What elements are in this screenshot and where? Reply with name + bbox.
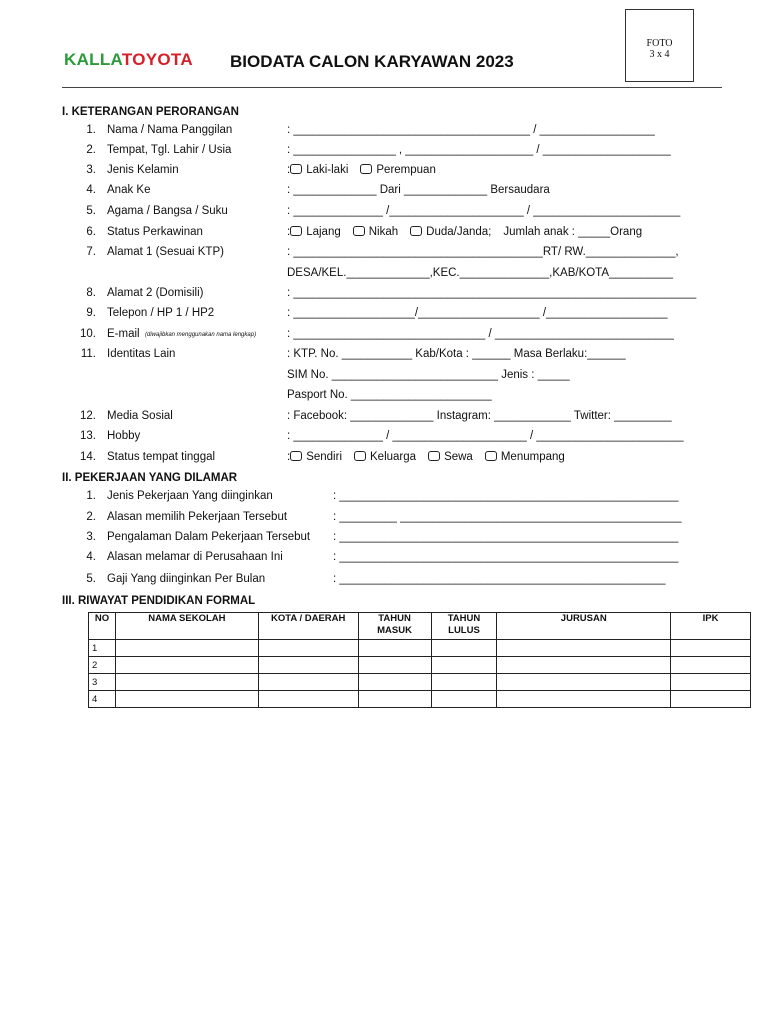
checkbox-label: Lajang [306, 226, 341, 238]
row-number: 11. [80, 348, 96, 360]
logo-kalla-text: KALLA [64, 50, 122, 69]
table-cell[interactable] [431, 657, 497, 674]
photo-size: 3 x 4 [649, 49, 670, 60]
table-cell[interactable] [671, 657, 751, 674]
field-value[interactable]: SIM No. __________________________ Jenis : _____ [287, 369, 570, 381]
field-label: Gaji Yang diinginkan Per Bulan [107, 573, 266, 585]
checkbox-option[interactable] [354, 451, 416, 463]
table-cell[interactable] [431, 640, 497, 657]
checkbox[interactable] [410, 226, 422, 236]
field-value[interactable]: : ___________________/___________________ /___________________ [287, 307, 668, 319]
table-cell[interactable] [431, 691, 497, 708]
row-number: 5. [86, 573, 96, 585]
checkbox-label: Nikah [368, 226, 399, 238]
column-header: TAHUN MASUK [358, 613, 431, 640]
row-number: 4. [86, 184, 96, 196]
checkbox-option[interactable] [353, 226, 398, 238]
checkbox[interactable] [290, 226, 302, 236]
row-number: 4. [86, 551, 96, 563]
table-cell[interactable] [115, 691, 258, 708]
row-number: 13. [80, 430, 96, 442]
field-label: Jenis Pekerjaan Yang diinginkan [107, 490, 273, 502]
checkbox-label: Perempuan [376, 164, 436, 176]
kalla-toyota-logo [64, 50, 193, 70]
column-header: JURUSAN [497, 613, 671, 640]
field-label: Alamat 2 (Domisili) [107, 287, 204, 299]
table-cell[interactable] [671, 691, 751, 708]
table-cell[interactable] [497, 674, 671, 691]
row-number: 8. [86, 287, 96, 299]
section-1-heading: I. KETERANGAN PERORANGAN [62, 106, 239, 118]
page-title: BIODATA CALON KARYAWAN 2023 [230, 52, 514, 71]
checkbox[interactable] [290, 164, 302, 174]
row-number: 6. [86, 226, 96, 238]
row-number: 7. [86, 246, 96, 258]
field-value[interactable]: : _______________________________________RT/ RW.______________, [287, 246, 679, 258]
table-cell[interactable] [671, 674, 751, 691]
colon: : [287, 164, 291, 176]
checkbox-option[interactable] [485, 451, 565, 463]
row-number: 4 [89, 691, 116, 708]
checkbox[interactable] [290, 451, 302, 461]
checkbox-label: Menumpang [500, 451, 565, 463]
checkbox-option[interactable] [290, 226, 341, 238]
table-cell[interactable] [258, 691, 358, 708]
row-number: 2. [86, 511, 96, 523]
checkbox-option[interactable] [290, 164, 348, 176]
checkbox-option[interactable] [290, 451, 342, 463]
colon: : [287, 451, 291, 463]
checkbox-option[interactable] [410, 226, 491, 238]
field-value[interactable]: : _______________________________________________________________ [287, 287, 697, 299]
field-label: Status Perkawinan [107, 226, 203, 238]
table-cell[interactable] [115, 674, 258, 691]
field-label: Media Sosial [107, 410, 173, 422]
option-group [287, 451, 577, 463]
table-cell[interactable] [497, 691, 671, 708]
table-row [89, 657, 751, 674]
section-3-heading: III. RIWAYAT PENDIDIKAN FORMAL [62, 595, 256, 607]
field-label: Identitas Lain [107, 348, 176, 360]
field-value[interactable]: : ________________ , ____________________ / ____________________ [287, 144, 671, 156]
table-cell[interactable] [258, 640, 358, 657]
field-label-note: (diwajibkan menggunakan nama lengkap) [145, 332, 257, 338]
field-label: Pengalaman Dalam Pekerjaan Tersebut [107, 531, 311, 543]
field-value[interactable]: DESA/KEL._____________,KEC.______________,KAB/KOTA__________ [287, 267, 673, 279]
field-value[interactable]: : _____________________________________________________ [333, 490, 679, 502]
field-value[interactable]: : ___________________________________________________ [333, 573, 666, 585]
field-value[interactable]: : ______________ /_____________________ / _______________________ [287, 205, 681, 217]
checkbox[interactable] [360, 164, 372, 174]
field-label: Alamat 1 (Sesuai KTP) [107, 246, 224, 258]
option-group [287, 164, 448, 176]
checkbox-option[interactable] [428, 451, 473, 463]
education-table-header [89, 613, 751, 640]
checkbox-label: Sewa [444, 451, 473, 463]
row-number: 3. [86, 531, 96, 543]
row-number: 5. [86, 205, 96, 217]
colon: : [287, 226, 291, 238]
table-row [89, 674, 751, 691]
field-label: Agama / Bangsa / Suku [107, 205, 228, 217]
table-row [89, 691, 751, 708]
field-label: Alasan melamar di Perusahaan Ini [107, 551, 283, 563]
field-label: Jenis Kelamin [107, 164, 179, 176]
column-header: NO [89, 613, 116, 640]
field-value[interactable]: : _____________________________________ / __________________ [287, 124, 655, 136]
option-group [287, 226, 642, 238]
logo-toyota-text: TOYOTA [121, 50, 193, 69]
column-header: KOTA / DAERAH [258, 613, 358, 640]
checkbox-label: Laki-laki [306, 164, 349, 176]
table-cell[interactable] [258, 674, 358, 691]
row-number: 1. [86, 124, 96, 136]
checkbox[interactable] [353, 226, 365, 236]
table-cell[interactable] [258, 657, 358, 674]
checkbox-label: Duda/Janda; [426, 226, 492, 238]
field-label: Telepon / HP 1 / HP2 [107, 307, 215, 319]
row-number: 3 [89, 674, 116, 691]
field-label: Hobby [107, 430, 141, 442]
photo-label: FOTO [646, 38, 673, 49]
checkbox-option[interactable] [360, 164, 435, 176]
table-cell[interactable] [431, 674, 497, 691]
header-divider [62, 87, 722, 88]
field-value[interactable]: : Facebook: _____________ Instagram: ____________ Twitter: _________ [287, 410, 672, 422]
row-number: 1. [86, 490, 96, 502]
field-value[interactable]: Pasport No. ______________________ [287, 389, 492, 401]
checkbox-label: Sendiri [306, 451, 343, 463]
row-number: 2 [89, 657, 116, 674]
checkbox[interactable] [428, 451, 440, 461]
photo-box[interactable] [625, 9, 694, 82]
field-value[interactable]: Jumlah anak : _____Orang [503, 226, 643, 238]
field-value[interactable]: : _________ ____________________________________________ [333, 511, 682, 523]
table-cell[interactable] [671, 640, 751, 657]
field-value[interactable]: : _____________________________________________________ [333, 551, 679, 563]
row-number: 2. [86, 144, 96, 156]
table-cell[interactable] [115, 657, 258, 674]
row-number: 14. [80, 451, 96, 463]
checkbox[interactable] [485, 451, 497, 461]
checkbox[interactable] [354, 451, 366, 461]
field-value[interactable]: : ______________________________ / ____________________________ [287, 328, 674, 340]
table-cell[interactable] [497, 640, 671, 657]
column-header: IPK [671, 613, 751, 640]
checkbox-label: Keluarga [370, 451, 417, 463]
education-table [88, 612, 751, 708]
field-label: Tempat, Tgl. Lahir / Usia [107, 144, 232, 156]
field-value[interactable]: : ______________ / _____________________ / _______________________ [287, 430, 684, 442]
field-label: E-mail [107, 328, 140, 340]
column-header: NAMA SEKOLAH [115, 613, 258, 640]
row-number: 1 [89, 640, 116, 657]
table-cell[interactable] [358, 640, 431, 657]
table-cell[interactable] [358, 674, 431, 691]
row-number: 9. [86, 307, 96, 319]
row-number: 3. [86, 164, 96, 176]
table-cell[interactable] [115, 640, 258, 657]
table-cell[interactable] [358, 691, 431, 708]
row-number: 12. [80, 410, 96, 422]
section-2-heading: II. PEKERJAAN YANG DILAMAR [62, 472, 238, 484]
field-label: Status tempat tinggal [107, 451, 216, 463]
table-cell[interactable] [497, 657, 671, 674]
field-label: Alasan memilih Pekerjaan Tersebut [107, 511, 288, 523]
table-cell[interactable] [358, 657, 431, 674]
field-value[interactable]: : _____________________________________________________ [333, 531, 679, 543]
field-value[interactable]: : KTP. No. ___________ Kab/Kota : ______ Masa Berlaku:______ [287, 348, 626, 360]
row-number: 10. [80, 328, 96, 340]
column-header: TAHUN LULUS [431, 613, 497, 640]
field-label: Nama / Nama Panggilan [107, 124, 233, 136]
field-value[interactable]: : _____________ Dari _____________ Bersaudara [287, 184, 550, 196]
field-label: Anak Ke [107, 184, 151, 196]
table-row [89, 640, 751, 657]
